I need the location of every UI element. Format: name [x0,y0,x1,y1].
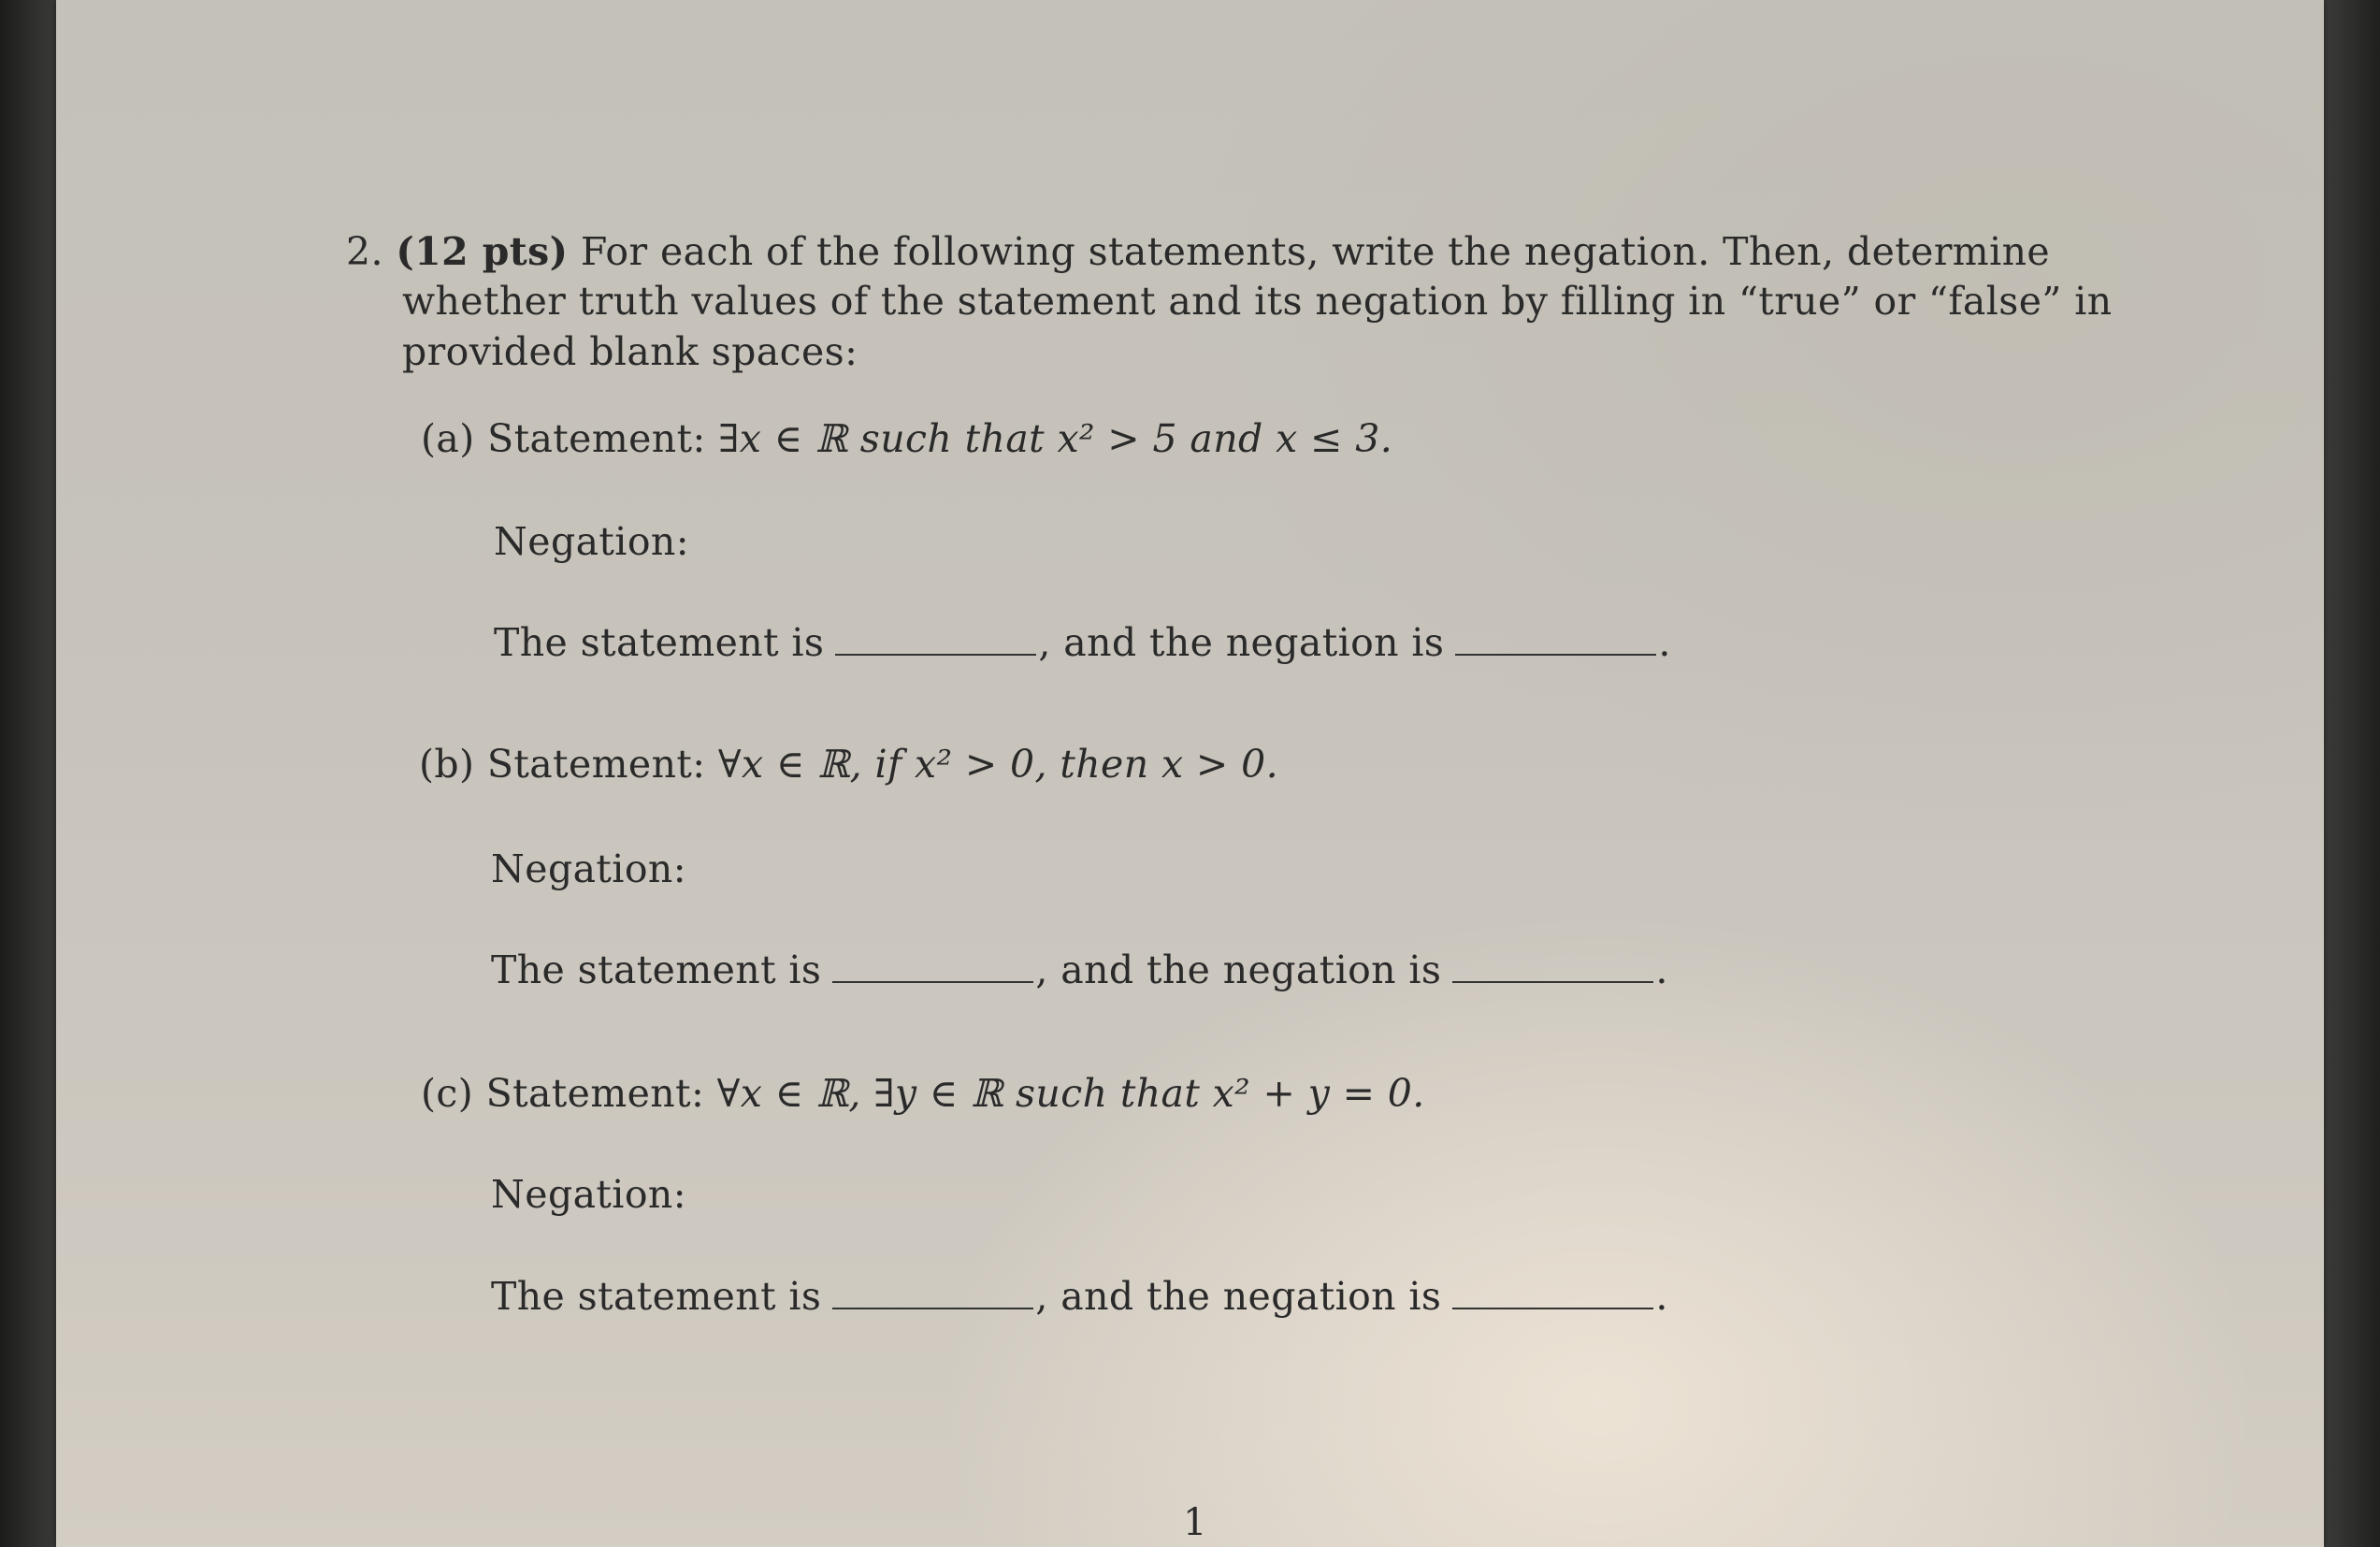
part-b-truth-prefix: The statement is [491,947,822,992]
part-b-truth-end: . [1655,947,1668,992]
part-c-negation-label: Negation: [491,1172,686,1217]
problem-intro-line-1: For each of the following statements, write the negation. Then, determine [580,229,2051,274]
part-a-statement-prefix: Statement: [487,416,706,461]
problem-points: (12 pts) [396,229,569,274]
part-b-label: (b) [419,742,475,787]
document [56,0,2324,1547]
part-a-label: (a) [421,416,475,461]
part-a-negation-label: Negation: [494,519,689,564]
part-a-statement-blank[interactable] [835,653,1036,656]
desk-background-right [2322,0,2380,1547]
part-a-truth-middle: , and the negation is [1038,620,1445,665]
part-a-negation-blank[interactable] [1455,653,1656,656]
part-b-statement [419,742,1278,787]
part-b-negation-label: Negation: [491,846,686,891]
part-b-statement-text: ∀x ∈ ℝ, if x² > 0, then x > 0. [717,742,1279,787]
part-c-statement [421,1071,1425,1116]
part-a-truth-prefix: The statement is [494,620,825,665]
part-b-truth-middle: , and the negation is [1035,947,1442,992]
problem-intro-line-3: provided blank spaces: [402,329,858,374]
part-c-truth-line [491,1274,1668,1319]
problem-line-1 [346,229,2050,274]
part-c-truth-end: . [1655,1274,1668,1319]
part-b-statement-blank[interactable] [832,980,1033,983]
part-c-statement-prefix: Statement: [485,1071,705,1116]
part-b-truth-line [491,947,1668,992]
part-c-statement-blank[interactable] [832,1307,1033,1309]
part-a-truth-end: . [1658,620,1671,665]
part-b-negation-blank[interactable] [1452,980,1653,983]
part-c-statement-text: ∀x ∈ ℝ, ∃y ∈ ℝ such that x² + y = 0. [716,1071,1425,1116]
part-a-statement-text: ∃x ∈ ℝ such that x² > 5 and x ≤ 3. [718,416,1393,461]
page-number: 1 [1183,1501,1207,1544]
part-a-truth-line [494,620,1671,665]
part-a-statement [421,416,1392,461]
part-c-truth-prefix: The statement is [491,1274,822,1319]
part-c-label: (c) [421,1071,474,1116]
problem-number: 2. [346,229,383,274]
desk-background-left [0,0,58,1547]
part-c-negation-blank[interactable] [1452,1307,1653,1309]
part-b-statement-prefix: Statement: [486,742,706,787]
problem-intro-line-2: whether truth values of the statement and its negation by filling in “true” or “false” in [402,279,2113,324]
part-c-truth-middle: , and the negation is [1035,1274,1442,1319]
paper-sheet [56,0,2324,1547]
